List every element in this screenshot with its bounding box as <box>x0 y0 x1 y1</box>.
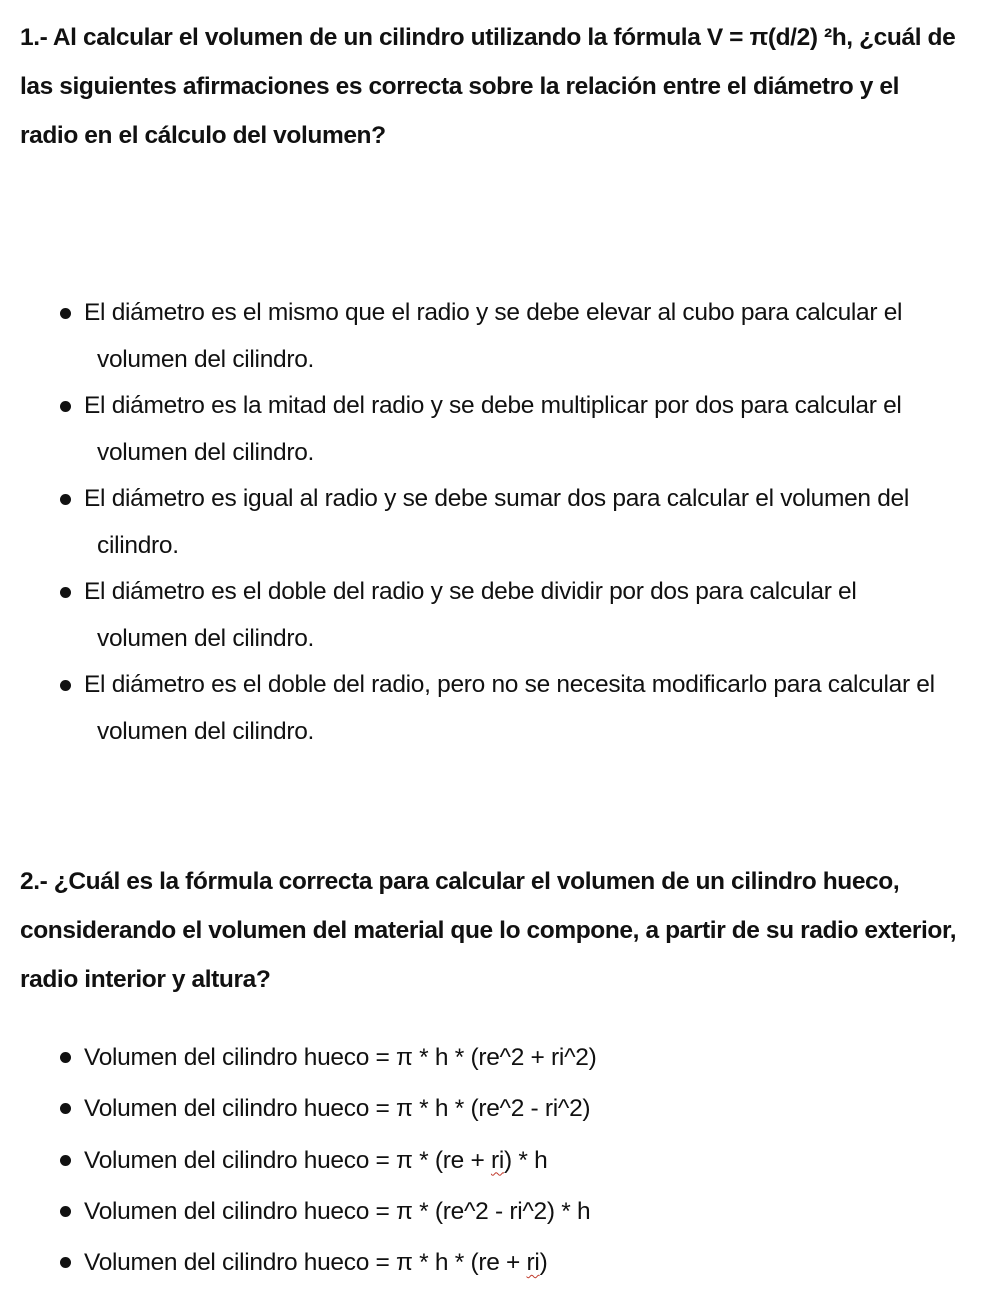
option-item <box>60 1083 960 1134</box>
option-text-end: ) * h <box>503 1146 548 1174</box>
bullet-icon <box>60 308 71 319</box>
option-item <box>60 1032 960 1083</box>
option-item <box>60 569 940 662</box>
option-text: El diámetro es el doble del radio, pero no se necesita modificarlo para calcular el volumen del cilindro. <box>84 671 935 745</box>
spellcheck-flagged-word: ri <box>490 1146 504 1174</box>
option-text: El diámetro es igual al radio y se debe sumar dos para calcular el volumen del cilindro. <box>84 485 910 559</box>
option-item <box>60 290 940 383</box>
option-item <box>60 1237 960 1288</box>
option-text: El diámetro es la mitad del radio y se debe multiplicar por dos para calcular el volumen del cilindro. <box>84 392 902 466</box>
bullet-icon <box>60 1155 71 1166</box>
question-2-options <box>60 1032 960 1288</box>
option-item <box>60 476 940 569</box>
option-item <box>60 1186 960 1237</box>
option-text: Volumen del cilindro hueco = π * h * (re^2 + ri^2) <box>84 1044 597 1071</box>
question-2-title: 2.- ¿Cuál es la fórmula correcta para calcular el volumen de un cilindro hueco, considerando el volumen del material que lo compone, a partir de su radio exterior, radio interior y altura? <box>20 868 957 993</box>
bullet-icon <box>60 401 71 412</box>
question-1-title: 1.- Al calcular el volumen de un cilindro utilizando la fórmula V = π(d/2) ²h, ¿cuál de las siguientes afirmaciones es correcta sobre la relación entre el diámetro y el radio en el cálculo del volumen? <box>20 24 956 149</box>
option-text: Volumen del cilindro hueco = π * (re^2 - ri^2) * h <box>84 1197 591 1225</box>
bullet-icon <box>60 494 71 505</box>
bullet-icon <box>60 680 71 691</box>
option-item <box>60 662 940 755</box>
option-item <box>60 383 940 476</box>
bullet-icon <box>60 1206 71 1217</box>
option-text-end: ) <box>539 1249 548 1277</box>
option-item <box>60 1135 960 1186</box>
option-text: Volumen del cilindro hueco = π * h * (re + <box>84 1249 527 1277</box>
option-text: El diámetro es el mismo que el radio y se debe elevar al cubo para calcular el volumen del cilindro. <box>84 299 903 373</box>
option-text: El diámetro es el doble del radio y se debe dividir por dos para calcular el volumen del cilindro. <box>84 578 857 652</box>
option-text: Volumen del cilindro hueco = π * h * (re^2 - ri^2) <box>84 1095 591 1123</box>
option-text: Volumen del cilindro hueco = π * (re + <box>84 1146 491 1174</box>
spellcheck-flagged-word: ri <box>526 1249 540 1277</box>
bullet-icon <box>60 1103 71 1114</box>
bullet-icon <box>60 587 71 598</box>
bullet-icon <box>60 1052 71 1063</box>
bullet-icon <box>60 1257 71 1268</box>
question-1-options <box>60 290 940 755</box>
